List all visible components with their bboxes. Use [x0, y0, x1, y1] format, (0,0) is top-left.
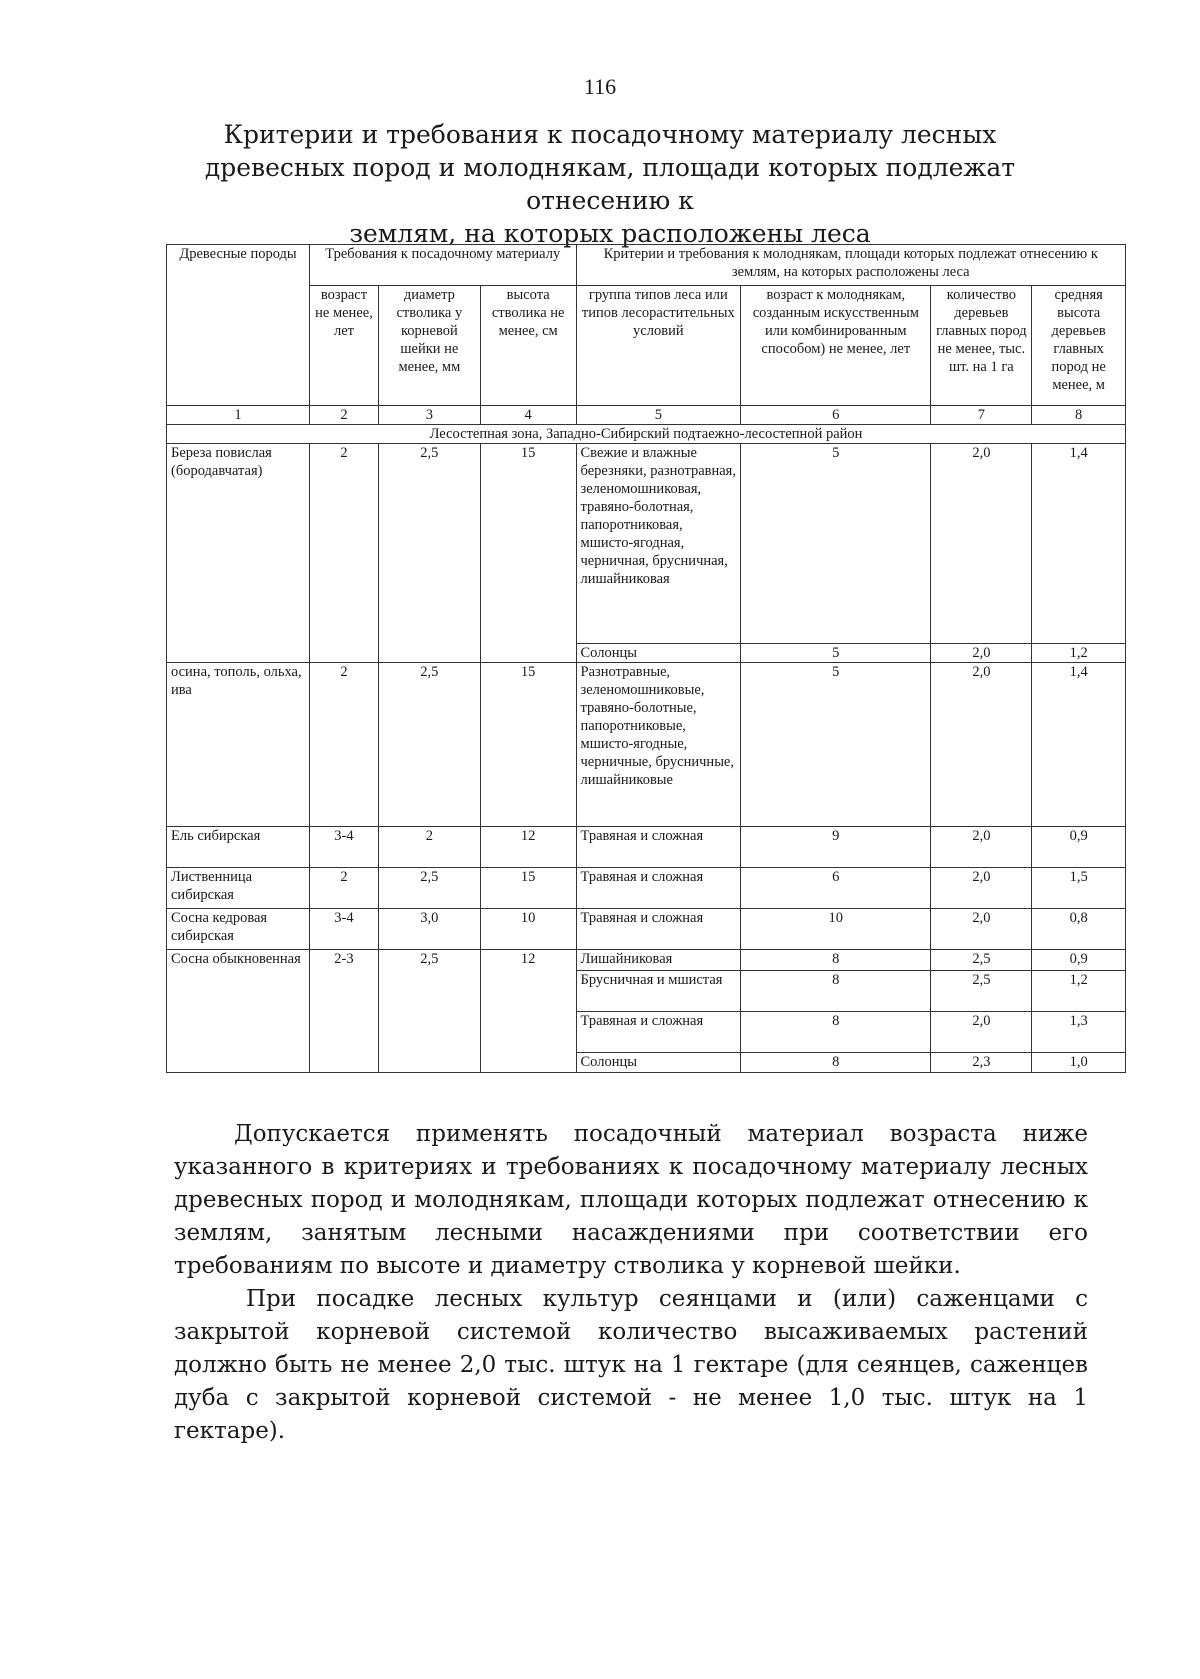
avg-height-cell: 0,8 — [1032, 909, 1126, 950]
diameter-cell: 2 — [378, 827, 480, 868]
height-cell: 12 — [480, 950, 576, 1073]
tree-count-cell: 2,3 — [931, 1053, 1032, 1073]
avg-height-cell: 1,5 — [1032, 868, 1126, 909]
forest-type-cell: Травяная и сложная — [576, 1012, 741, 1053]
col-number: 2 — [310, 406, 379, 425]
young-age-cell: 9 — [741, 827, 931, 868]
col-number: 4 — [480, 406, 576, 425]
young-age-cell: 8 — [741, 1012, 931, 1053]
header-height: высота стволика не менее, см — [480, 286, 576, 406]
young-age-cell: 8 — [741, 971, 931, 1012]
header-age: возраст не менее, лет — [310, 286, 379, 406]
young-age-cell: 6 — [741, 868, 931, 909]
title-line-3: землям, на которых расположены леса — [349, 219, 871, 248]
age-cell: 2 — [310, 868, 379, 909]
height-cell: 12 — [480, 827, 576, 868]
young-age-cell: 5 — [741, 644, 931, 663]
diameter-cell: 2,5 — [378, 868, 480, 909]
height-cell: 15 — [480, 444, 576, 663]
tree-count-cell: 2,0 — [931, 444, 1032, 644]
table-row — [167, 444, 1126, 644]
column-number-row — [167, 406, 1126, 425]
col-number: 6 — [741, 406, 931, 425]
avg-height-cell: 1,4 — [1032, 444, 1126, 644]
diameter-cell: 2,5 — [378, 950, 480, 1073]
age-cell: 2 — [310, 663, 379, 827]
age-cell: 2 — [310, 444, 379, 663]
table-row — [167, 827, 1126, 868]
avg-height-cell: 1,2 — [1032, 644, 1126, 663]
height-cell: 15 — [480, 663, 576, 827]
tree-count-cell: 2,5 — [931, 950, 1032, 971]
height-cell: 15 — [480, 868, 576, 909]
header-forest-type: группа типов леса или типов лесорастительных условий — [576, 286, 741, 406]
tree-count-cell: 2,0 — [931, 909, 1032, 950]
forest-type-cell: Травяная и сложная — [576, 909, 741, 950]
avg-height-cell: 1,4 — [1032, 663, 1126, 827]
title-line-1: Критерии и требования к посадочному материалу лесных — [223, 120, 997, 149]
forest-type-cell: Брусничная и мшистая — [576, 971, 741, 1012]
col-number: 1 — [167, 406, 310, 425]
avg-height-cell: 0,9 — [1032, 827, 1126, 868]
forest-type-cell: Солонцы — [576, 1053, 741, 1073]
young-age-cell: 8 — [741, 950, 931, 971]
young-age-cell: 10 — [741, 909, 931, 950]
forest-type-cell: Травяная и сложная — [576, 827, 741, 868]
header-diameter: диаметр стволика у корневой шейки не менее, мм — [378, 286, 480, 406]
age-cell: 2-3 — [310, 950, 379, 1073]
header-avg-height: средняя высота деревьев главных пород не менее, м — [1032, 286, 1126, 406]
species-cell: Береза повислая (бородавчатая) — [167, 444, 310, 663]
diameter-cell: 2,5 — [378, 444, 480, 663]
header-species: Древесные породы — [167, 245, 310, 406]
table-row — [167, 909, 1126, 950]
header-young-age: возраст к молоднякам, созданным искусственным или комбинированным способом) не менее, лет — [741, 286, 931, 406]
col-number: 3 — [378, 406, 480, 425]
forest-type-cell: Разнотравные, зеленомошниковые, травяно-болотные, папоротниковые, мшисто-ягодные, черничные, брусничные, лишайниковые — [576, 663, 741, 827]
page-title — [190, 118, 1030, 250]
col-number: 5 — [576, 406, 741, 425]
tree-count-cell: 2,0 — [931, 827, 1032, 868]
diameter-cell: 2,5 — [378, 663, 480, 827]
table-row — [167, 663, 1126, 827]
species-cell: Сосна кедровая сибирская — [167, 909, 310, 950]
avg-height-cell: 1,3 — [1032, 1012, 1126, 1053]
avg-height-cell: 1,2 — [1032, 971, 1126, 1012]
body-paragraph: При посадке лесных культур сеянцами и (или) саженцами с закрытой корневой системой количество высаживаемых растений должно быть не менее 2,0 тыс. штук на 1 гектаре (для сеянцев, саженцев дуба с закрытой корневой системой - не менее 1,0 тыс. штук на 1 гектаре). — [174, 1286, 1088, 1444]
zone-row: Лесостепная зона, Западно-Сибирский подтаежно-лесостепной район — [167, 425, 1126, 444]
avg-height-cell: 1,0 — [1032, 1053, 1126, 1073]
tree-count-cell: 2,0 — [931, 644, 1032, 663]
body-paragraph: Допускается применять посадочный материал возраста ниже указанного в критериях и требованиях к посадочному материалу лесных древесных пород и молоднякам, площади которых подлежат отнесению к землям, занятым лесными насаждениями при соответствии его требованиям по высоте и диаметру стволика у корневой шейки. — [174, 1121, 1088, 1279]
header-youngstock-group: Критерии и требования к молоднякам, площади которых подлежат отнесению к землям, на которых расположены леса — [576, 245, 1125, 286]
col-number: 8 — [1032, 406, 1126, 425]
age-cell: 3-4 — [310, 827, 379, 868]
age-cell: 3-4 — [310, 909, 379, 950]
forest-type-cell: Травяная и сложная — [576, 868, 741, 909]
species-cell: Ель сибирская — [167, 827, 310, 868]
species-cell: осина, тополь, ольха, ива — [167, 663, 310, 827]
title-line-2: древесных пород и молоднякам, площади которых подлежат отнесению к — [204, 153, 1016, 215]
header-planting-group: Требования к посадочному материалу — [310, 245, 577, 286]
table-row — [167, 868, 1126, 909]
table-row — [167, 950, 1126, 971]
tree-count-cell: 2,0 — [931, 1012, 1032, 1053]
avg-height-cell: 0,9 — [1032, 950, 1126, 971]
height-cell: 10 — [480, 909, 576, 950]
criteria-table — [166, 244, 1126, 1073]
col-number: 7 — [931, 406, 1032, 425]
forest-type-cell: Солонцы — [576, 644, 741, 663]
header-tree-count: количество деревьев главных пород не менее, тыс. шт. на 1 га — [931, 286, 1032, 406]
species-cell: Лиственница сибирская — [167, 868, 310, 909]
tree-count-cell: 2,5 — [931, 971, 1032, 1012]
diameter-cell: 3,0 — [378, 909, 480, 950]
young-age-cell: 8 — [741, 1053, 931, 1073]
forest-type-cell: Свежие и влажные березняки, разнотравная, зеленомошниковая, травяно-болотная, папоротниковая, мшисто-ягодная, черничная, брусничная, лишайниковая — [576, 444, 741, 644]
forest-type-cell: Лишайниковая — [576, 950, 741, 971]
tree-count-cell: 2,0 — [931, 663, 1032, 827]
species-cell: Сосна обыкновенная — [167, 950, 310, 1073]
page-number: 116 — [583, 74, 617, 99]
young-age-cell: 5 — [741, 663, 931, 827]
young-age-cell: 5 — [741, 444, 931, 644]
tree-count-cell: 2,0 — [931, 868, 1032, 909]
